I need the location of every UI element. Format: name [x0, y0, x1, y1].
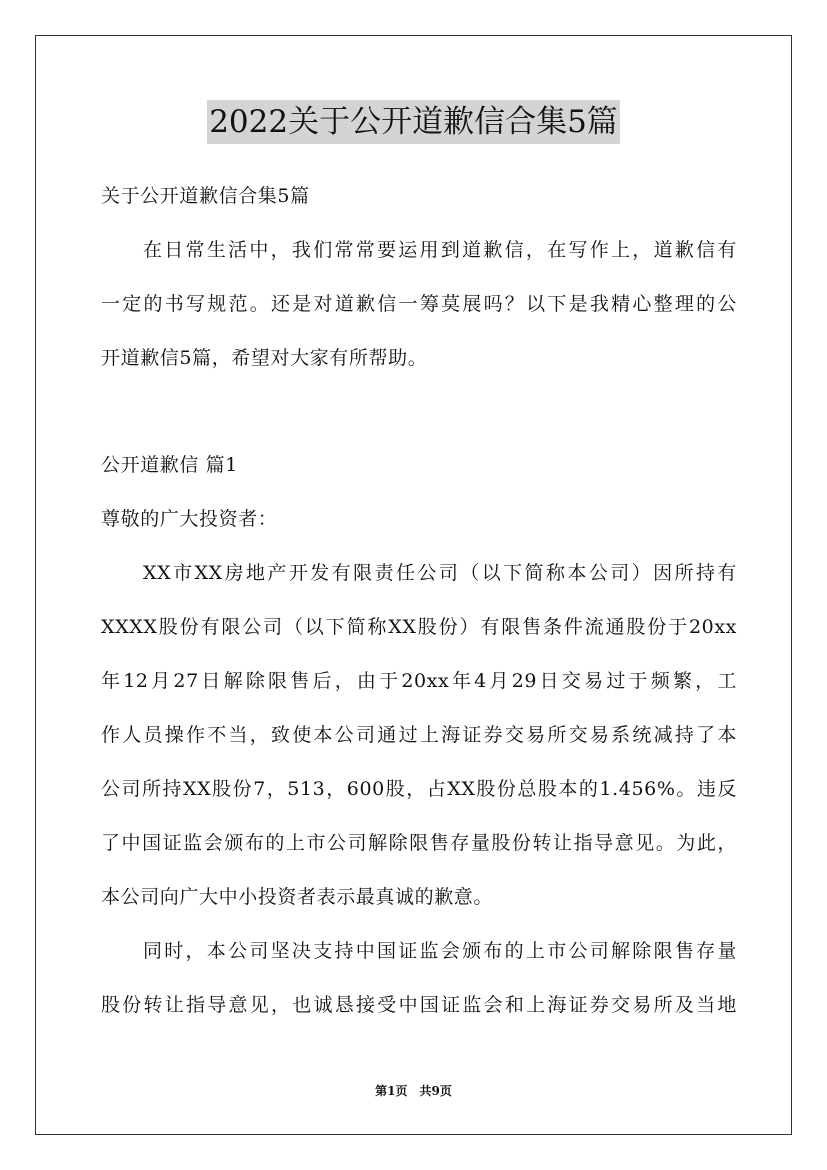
- paragraph-line: 开道歉信5篇，希望对大家有所帮助。: [101, 347, 428, 369]
- paragraph-line: 作人员操作不当，致使本公司通过上海证券交易所交易系统减持了本: [101, 724, 737, 746]
- paragraph-line: 年12月27日解除限售后，由于20xx年4月29日交易过于频繁，工: [101, 670, 737, 692]
- subtitle-line: 关于公开道歉信合集5篇: [101, 185, 310, 207]
- paragraph-line: 公司所持XX股份7，513，600股，占XX股份总股本的1.456%。违反: [101, 778, 737, 800]
- paragraph-line: 一定的书写规范。还是对道歉信一筹莫展吗？以下是我精心整理的公: [101, 293, 737, 315]
- salutation: 尊敬的广大投资者：: [101, 508, 278, 530]
- paragraph-line: XX市XX房地产开发有限责任公司（以下简称本公司）因所持有: [143, 562, 737, 584]
- document-title: 2022关于公开道歉信合集5篇: [207, 100, 620, 144]
- paragraph-line: 在日常生活中，我们常常要运用到道歉信，在写作上，道歉信有: [143, 239, 737, 261]
- title-container: [0, 100, 827, 144]
- paragraph-line: 本公司向广大中小投资者表示最真诚的歉意。: [101, 886, 494, 908]
- paragraph-line: 股份转让指导意见，也诚恳接受中国证监会和上海证券交易所及当地: [101, 994, 737, 1016]
- section-heading: 公开道歉信 篇1: [101, 454, 238, 476]
- page-number-footer: 第1页 共9页: [375, 1084, 452, 1098]
- paragraph-line: 同时，本公司坚决支持中国证监会颁布的上市公司解除限售存量: [143, 940, 737, 962]
- paragraph-line: 了中国证监会颁布的上市公司解除限售存量股份转让指导意见。为此，: [101, 832, 737, 854]
- paragraph-line: XXXX股份有限公司（以下简称XX股份）有限售条件流通股份于20xx: [101, 616, 737, 638]
